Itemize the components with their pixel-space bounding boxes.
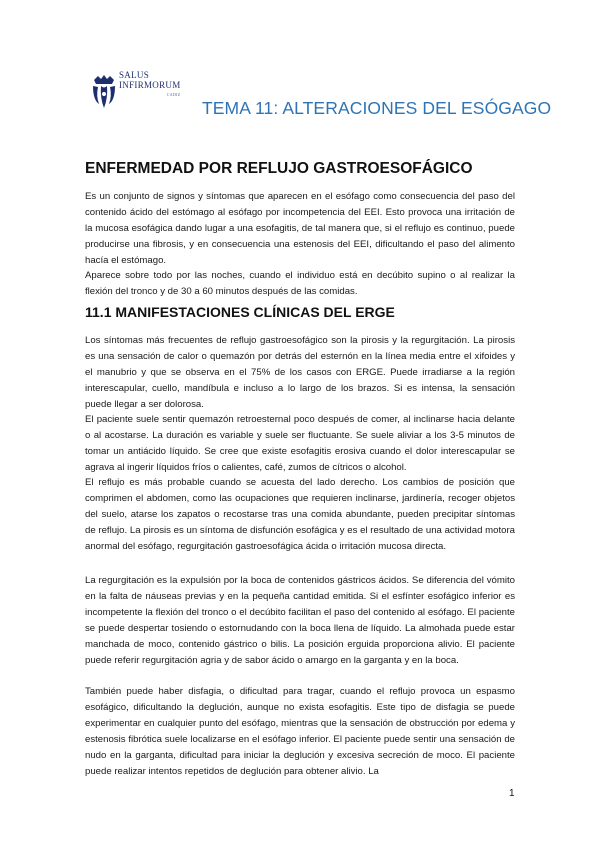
section-paragraph: Los síntomas más frecuentes de reflujo gastroesofágico son la pirosis y la regurgitación. La pirosis es una sensación de calor o quemazón por detrás del esternón en la línea media entre el xifoides y el manubrio y que se observa en el 75% de los casos con ERGE. Puede irradiarse a la región interescapular, cuello, mandíbula e incluso a lo largo de los brazos. Si es intensa, la sensación puede llegar a ser dolorosa.: [85, 335, 515, 410]
crown-emblem-icon: [90, 74, 118, 110]
logo-wordmark: [119, 70, 181, 100]
page-number: 1: [509, 788, 515, 799]
section-paragraph: El reflujo es más probable cuando se acuesta del lado derecho. Los cambios de posición que comprimen el abdomen, como las ocupaciones que requieren inclinarse, jardinería, recoger objetos del suelo, atarse los zapatos o recostarse tras una comida abundante, pueden precipitar síntomas de reflujo. La pirosis es un síntoma de disfunción esofágica y es el resultado de una actividad motora anormal del esófago, regurgitación gastroesofágica ácida o irritación mucosa directa.: [85, 477, 515, 552]
logo-line-2: INFIRMORUM: [119, 80, 181, 90]
salus-infirmorum-logo: [90, 66, 182, 118]
document-title: ENFERMEDAD POR REFLUJO GASTROESOFÁGICO: [85, 160, 473, 177]
logo-line-3: CADIZ: [166, 92, 181, 97]
section-title: 11.1 MANIFESTACIONES CLÍNICAS DEL ERGE: [85, 304, 395, 320]
section-paragraph: También puede haber disfagia, o dificultad para tragar, cuando el reflujo provoca un espasmo esofágico, dificultando la deglución, aunque no exista esofagitis. Este tipo de disfagia se puede experimentar en cualquier punto del esófago, mientras que la sensación de obstrucción por edema y estenosis fibrótica suele localizarse en el esófago inferior. El paciente puede sentir una sensación de nudo en la garganta, dificultad para iniciar la deglución y excesiva secreción de moco. El paciente puede realizar intentos repetidos de deglución para obtener alivio. La: [85, 686, 515, 777]
section-paragraph: El paciente suele sentir quemazón retroesternal poco después de comer, al inclinarse hacia delante o al acostarse. La duración es variable y suele ser fluctuante. Se suele aliviar a los 3-5 minutos de tomar un antiácido líquido. Se cree que existe esofagitis erosiva cuando el dolor interescapular se agrava al ingerir líquidos fríos o calientes, café, zumos de cítricos o alcohol.: [85, 414, 515, 473]
logo-line-1: SALUS: [119, 70, 150, 80]
header-title: TEMA 11: ALTERACIONES DEL ESÓGAGO: [202, 98, 552, 118]
intro-paragraph: Es un conjunto de signos y síntomas que aparecen en el esófago como consecuencia del paso del contenido ácido del estómago al esófago por incompetencia del EEI. Esto provoca una irritación de la mucosa esofágica dando lugar a una esofagitis, de tal manera que, si el reflujo es continuo, puede producirse una fibrosis, y en consecuencia una estenosis del EEI, dificultando el paso del alimento hacía el estómago.: [85, 191, 515, 266]
intro-paragraph: Aparece sobre todo por las noches, cuando el individuo está en decúbito supino o al realizar la flexión del tronco y de 30 a 60 minutos después de las comidas.: [85, 270, 515, 297]
section-paragraph: La regurgitación es la expulsión por la boca de contenidos gástricos ácidos. Se diferencia del vómito en la falta de náuseas previas y en la pequeña cantidad emitida. Si el esfínter esofágico inferior es incompetente la flexión del tronco o el decúbito facilitan el paso del contenido al esófago. El paciente se puede despertar tosiendo o estornudando con la boca llena de líquido. La almohada puede estar manchada de moco, contenido gástrico o bilis. La posición erguida proporciona alivio. El paciente puede referir regurgitación agria y de sabor ácido o amargo en la garganta y en la boca.: [85, 575, 515, 666]
